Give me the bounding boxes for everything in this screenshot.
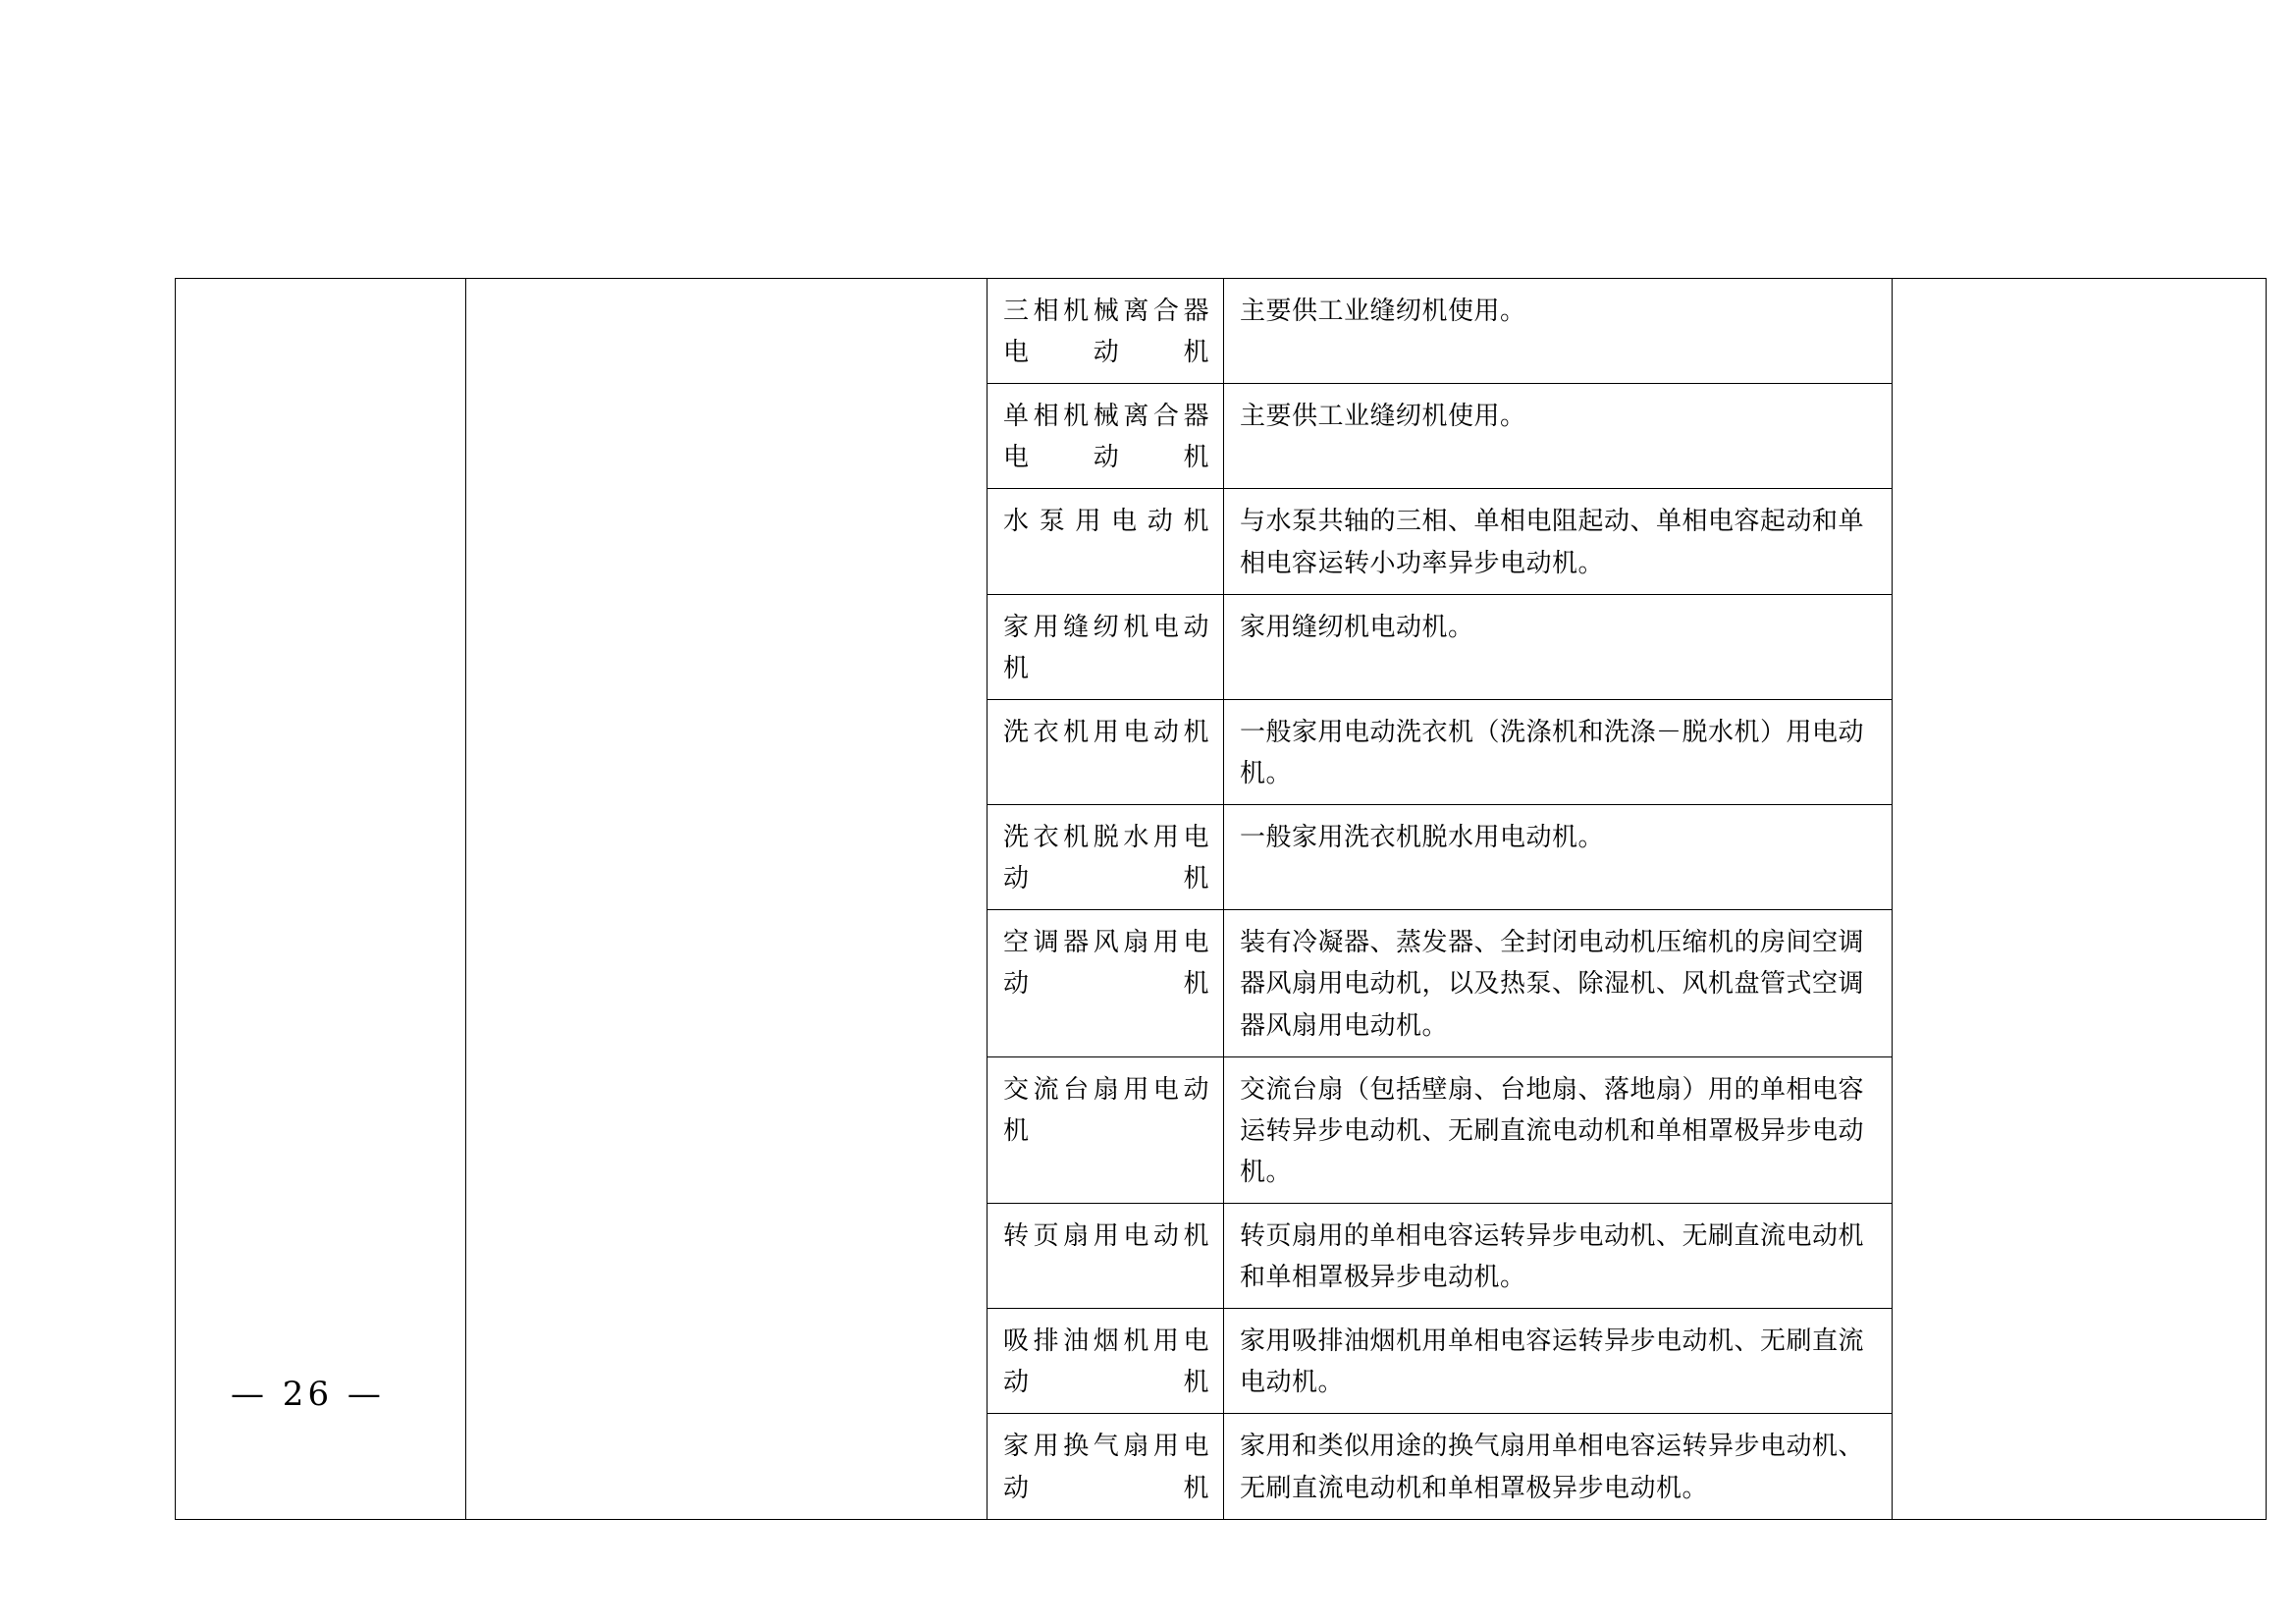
remark-column-cell xyxy=(1893,279,2267,1520)
item-name: 家用缝纫机电动机 xyxy=(988,594,1224,699)
item-description: 交流台扇（包括壁扇、台地扇、落地扇）用的单相电容运转异步电动机、无刷直流电动机和单相罩极异步电动机。 xyxy=(1224,1056,1893,1203)
item-description: 家用缝纫机电动机。 xyxy=(1224,594,1893,699)
item-description: 装有冷凝器、蒸发器、全封闭电动机压缩机的房间空调器风扇用电动机，以及热泵、除湿机、风机盘管式空调器风扇用电动机。 xyxy=(1224,910,1893,1056)
item-name: 空调器风扇用电动机 xyxy=(988,910,1224,1056)
item-name: 三相机械离合器电动机 xyxy=(988,279,1224,384)
item-description: 与水泵共轴的三相、单相电阻起动、单相电容起动和单相电容运转小功率异步电动机。 xyxy=(1224,489,1893,594)
item-name: 吸排油烟机用电动机 xyxy=(988,1309,1224,1414)
item-name: 单相机械离合器电动机 xyxy=(988,384,1224,489)
item-description: 转页扇用的单相电容运转异步电动机、无刷直流电动机和单相罩极异步电动机。 xyxy=(1224,1203,1893,1308)
item-name: 水泵用电动机 xyxy=(988,489,1224,594)
item-description: 主要供工业缝纫机使用。 xyxy=(1224,384,1893,489)
item-description: 家用和类似用途的换气扇用单相电容运转异步电动机、无刷直流电动机和单相罩极异步电动机。 xyxy=(1224,1414,1893,1519)
item-description: 一般家用电动洗衣机（洗涤机和洗涤－脱水机）用电动机。 xyxy=(1224,699,1893,804)
item-description: 一般家用洗衣机脱水用电动机。 xyxy=(1224,805,1893,910)
item-name: 交流台扇用电动机 xyxy=(988,1056,1224,1203)
subcategory-column-cell xyxy=(466,279,988,1520)
category-column-cell xyxy=(176,279,466,1520)
item-description: 主要供工业缝纫机使用。 xyxy=(1224,279,1893,384)
catalog-table xyxy=(175,278,2267,1520)
item-name: 转页扇用电动机 xyxy=(988,1203,1224,1308)
item-name: 洗衣机用电动机 xyxy=(988,699,1224,804)
item-description: 家用吸排油烟机用单相电容运转异步电动机、无刷直流电动机。 xyxy=(1224,1309,1893,1414)
item-name: 家用换气扇用电动机 xyxy=(988,1414,1224,1519)
item-name: 洗衣机脱水用电动机 xyxy=(988,805,1224,910)
table-row xyxy=(176,279,2267,384)
page-number: — 26 — xyxy=(231,1375,385,1414)
table-body xyxy=(176,279,2267,1520)
